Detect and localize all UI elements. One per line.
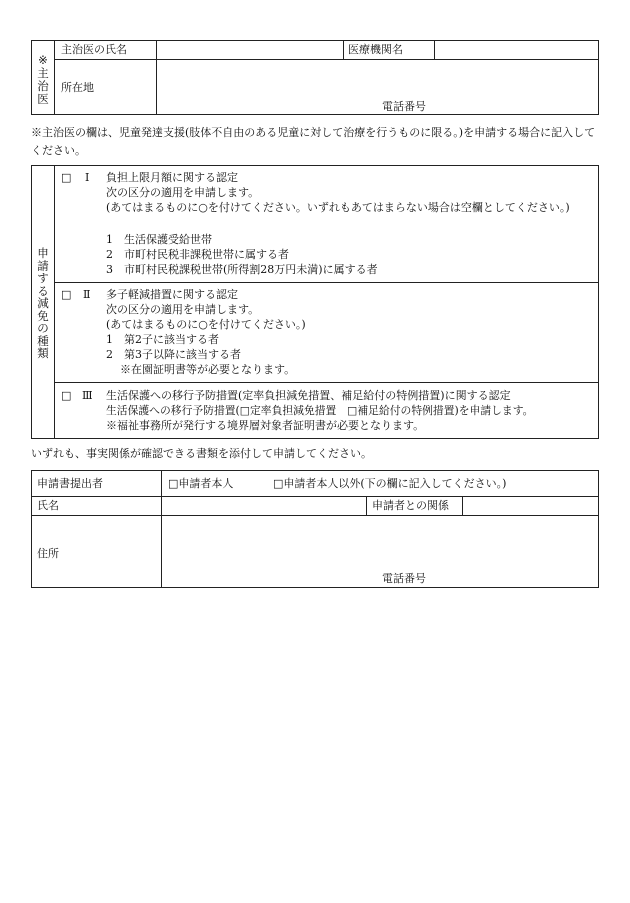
doctor-phone-label: 電話番号 xyxy=(382,100,426,113)
doctor-note: ※主治医の欄は、児童発達支援(肢体不自由のある児童に対して治療を行うものに限る。)を申請する場合に記入してください。 xyxy=(31,126,596,157)
reduction-divider-2 xyxy=(54,382,599,383)
sec3-note: ※福祉事務所が発行する境界層対象者証明書が必要となります。 xyxy=(106,419,425,432)
doctor-side-label: ※ 主 治 医 xyxy=(37,53,49,106)
attach-note: いずれも、事実関係が確認できる書類を添付して申請してください。 xyxy=(31,447,372,460)
reduction-divider-1 xyxy=(54,282,599,283)
sec1-checkbox[interactable]: □ xyxy=(61,171,72,184)
sec3-line1: 生活保護への移行予防措置(□定率負担減免措置 □補足給付の特例措置)を申請します。 xyxy=(106,404,534,417)
doctor-phone-field[interactable] xyxy=(432,100,598,114)
sec2-item-2: 2 第3子以降に該当する者 xyxy=(106,348,241,361)
applicant-phone-field[interactable] xyxy=(432,572,598,587)
sec1-numeral: Ⅰ xyxy=(85,171,90,184)
reduction-side-label: 申 請 す る 減 免 の 種 類 xyxy=(37,246,49,360)
option-self-checkbox[interactable]: □申請者本人 xyxy=(168,477,234,490)
applicant-phone-label: 電話番号 xyxy=(382,572,426,585)
submitter-label: 申請書提出者 xyxy=(37,477,103,490)
reduction-side-divider xyxy=(54,165,55,439)
sec2-item-1: 1 第2子に該当する者 xyxy=(106,333,219,346)
sec2-note: ※在園証明書等が必要となります。 xyxy=(120,363,296,376)
relation-label: 申請者との関係 xyxy=(372,499,449,512)
sec2-checkbox[interactable]: □ xyxy=(61,288,72,301)
sec2-line2: (あてはまるものに○を付けてください。) xyxy=(106,318,306,331)
applicant-address-label: 住所 xyxy=(37,547,59,560)
doctor-inst-divider-left xyxy=(343,40,344,59)
sec1-item-3: 3 市町村民税課税世帯(所得割28万円未満)に属する者 xyxy=(106,263,378,276)
sec1-title: 負担上限月額に関する認定 xyxy=(106,171,238,184)
doctor-address-label: 所在地 xyxy=(61,81,94,94)
applicant-label-divider xyxy=(161,470,162,588)
applicant-name-label: 氏名 xyxy=(37,499,59,512)
doctor-label-divider xyxy=(156,40,157,115)
sec2-numeral: Ⅱ xyxy=(83,288,91,301)
institution-field[interactable] xyxy=(436,41,598,58)
institution-label: 医療機関名 xyxy=(348,43,403,56)
applicant-address-field[interactable] xyxy=(163,516,598,572)
relation-field[interactable] xyxy=(464,497,598,514)
applicant-name-field[interactable] xyxy=(163,497,365,514)
doctor-side-divider xyxy=(54,40,55,115)
sec3-title: 生活保護への移行予防措置(定率負担減免措置、補足給付の特例措置)に関する認定 xyxy=(106,389,511,402)
sec2-line1: 次の区分の適用を申請します。 xyxy=(106,303,260,316)
sec3-checkbox[interactable]: □ xyxy=(61,389,72,402)
sec1-item-2: 2 市町村民税非課税世帯に属する者 xyxy=(106,248,289,261)
option-other-checkbox[interactable]: □申請者本人以外(下の欄に記入してください。) xyxy=(273,477,507,490)
doctor-name-label: 主治医の氏名 xyxy=(61,43,127,56)
relation-divider-right xyxy=(462,496,463,515)
doctor-name-field[interactable] xyxy=(158,41,342,58)
sec2-title: 多子軽減措置に関する認定 xyxy=(106,288,238,301)
doctor-inst-divider-right xyxy=(434,40,435,59)
sec1-item-1: 1 生活保護受給世帯 xyxy=(106,233,212,246)
sec3-numeral: Ⅲ xyxy=(82,389,93,402)
sec1-line1: 次の区分の適用を申請します。 xyxy=(106,186,260,199)
relation-divider-left xyxy=(366,496,367,515)
sec1-line2: (あてはまるものに○を付けてください。いずれもあてはまらない場合は空欄としてください。) xyxy=(106,201,570,214)
doctor-address-field[interactable] xyxy=(158,60,598,100)
